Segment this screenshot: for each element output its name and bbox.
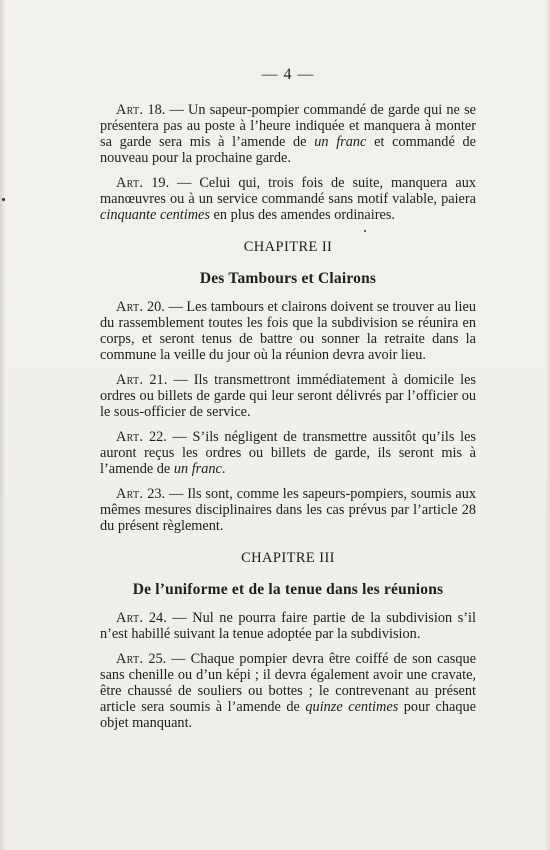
article-emphasis: un franc — [173, 461, 222, 477]
article-label: Art. — [116, 610, 144, 626]
article-18 — [100, 102, 476, 166]
article-label: Art. — [116, 299, 144, 315]
page-content — [100, 66, 476, 740]
article-text: — Ils transmettront immédiatement à domicile les ordres ou billets de garde qui leur seront délivrés par l’officier ou le sous-officier de service. — [100, 372, 476, 420]
article-text-end: . — [221, 461, 226, 477]
article-19 — [100, 175, 476, 223]
article-text-end: en plus des amendes ordinaires. — [209, 207, 395, 223]
article-number: 23. — [147, 486, 166, 502]
chapter-2-heading: Des Tambours et Clairons — [199, 270, 377, 287]
article-20 — [100, 299, 476, 363]
article-label: Art. — [116, 102, 144, 118]
article-23 — [100, 486, 476, 534]
article-number: 18. — [147, 102, 166, 118]
article-21 — [100, 372, 476, 420]
article-25 — [100, 651, 476, 731]
article-text-end: pour chaque objet manquant. — [100, 699, 476, 731]
article-text: — Nul ne pourra faire partie de la subdivision s’il n’est habillé suivant la tenue adoptée par la subdivision. — [100, 610, 477, 642]
article-number: 25. — [148, 651, 167, 667]
article-number: 21. — [149, 372, 168, 388]
chapter-3-title: CHAPITRE III — [241, 550, 335, 566]
article-number: 24. — [148, 610, 167, 626]
article-emphasis: quinze centimes — [305, 699, 399, 715]
article-text: — Celui qui, trois fois de suite, manquera aux manœuvres ou à un service commandé sans motif valable, paiera — [100, 175, 476, 207]
article-emphasis: cinquante centimes — [100, 207, 210, 223]
article-number: 22. — [148, 429, 167, 445]
article-label: Art. — [116, 429, 144, 445]
article-number: 19. — [151, 175, 170, 191]
article-number: 20. — [146, 299, 165, 315]
chapter-2-title: CHAPITRE II — [243, 239, 333, 255]
page-edge-shadow-left — [0, 0, 6, 850]
ink-speck — [2, 198, 5, 201]
page-number: — 4 — — [261, 66, 315, 83]
page-edge-shadow-right — [545, 0, 550, 850]
article-22 — [100, 429, 476, 477]
article-label: Art. — [116, 486, 144, 502]
chapter-3-heading: De l’uniforme et de la tenue dans les réunions — [132, 581, 444, 598]
article-label: Art. — [116, 372, 144, 388]
article-label: Art. — [116, 651, 144, 667]
article-text: — Chaque pompier devra être coiffé de son casque sans chenille ou d’un képi ; il devra également avoir une cravate, être chaussé de souliers ou bottes ; le contrevenant au présent article sera soumis à l’amende de — [100, 651, 476, 715]
article-24 — [100, 610, 476, 642]
article-emphasis: un franc — [314, 134, 367, 150]
article-label: Art. — [116, 175, 144, 191]
article-text: — Ils sont, comme les sapeurs-pompiers, soumis aux mêmes mesures disciplinaires dans les cas prévus par l’article 28 du présent règlement. — [100, 486, 476, 534]
article-text: — Un sapeur-pompier commandé de garde qui ne se présentera pas au poste à l’heure indiquée et manquera à monter sa garde sera mis à l’amende de — [100, 102, 476, 150]
article-text: — S’ils négligent de transmettre aussitôt qu’ils les auront reçus les ordres ou billets de garde, ils seront mis à l’amende de — [100, 429, 476, 477]
article-text: — Les tambours et clairons doivent se trouver au lieu du rassemblement toutes les fois que la subdivision se réunira en corps, et seront tenus de battre ou sonner la retraite dans la commune la veille du jour où la réunion devra avoir lieu. — [100, 299, 476, 363]
article-text-end: et commandé de nouveau pour la prochaine garde. — [100, 134, 476, 166]
